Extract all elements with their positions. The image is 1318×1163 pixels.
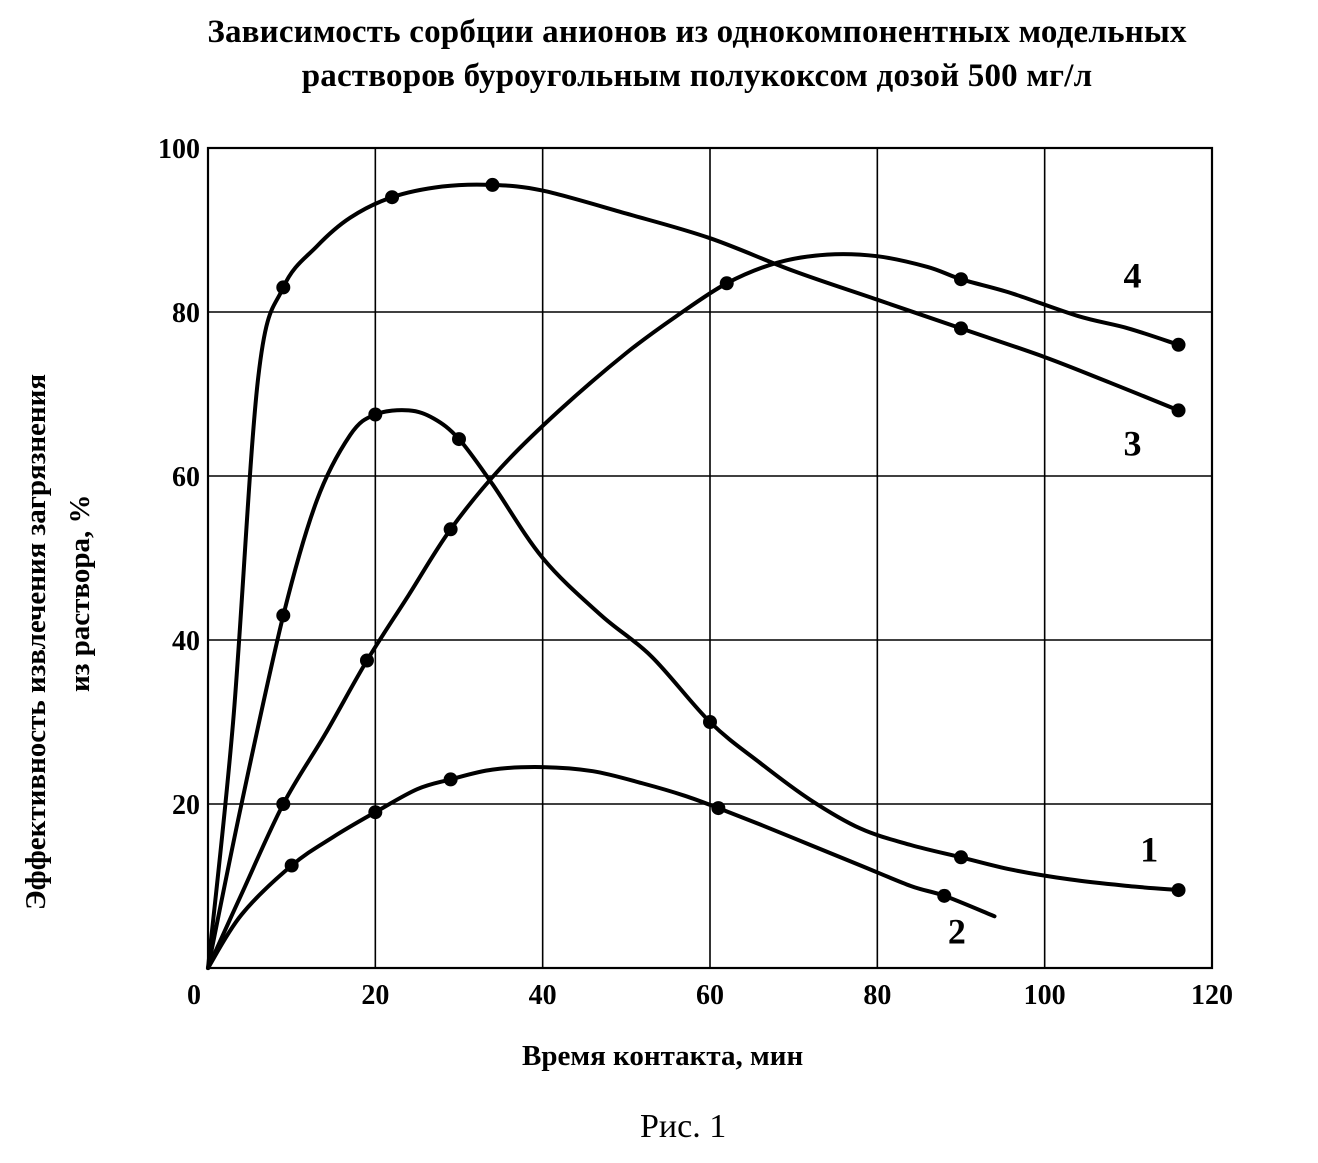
series-line-2 <box>208 767 995 968</box>
data-point-series-4 <box>720 276 734 290</box>
x-tick-label: 100 <box>1023 980 1066 1011</box>
x-tick-label: 40 <box>528 980 557 1011</box>
data-point-series-4 <box>1172 338 1186 352</box>
x-axis-label: Время контакта, мин <box>522 1040 804 1072</box>
data-point-series-1 <box>276 608 290 622</box>
series-label-3: 3 <box>1123 423 1142 464</box>
data-point-series-3 <box>1172 403 1186 417</box>
y-tick-label: 20 <box>172 790 200 821</box>
x-tick-label: 120 <box>1191 980 1233 1011</box>
data-point-series-2 <box>368 805 382 819</box>
data-point-series-3 <box>485 178 499 192</box>
data-point-series-2 <box>285 859 299 873</box>
data-point-series-1 <box>1172 883 1186 897</box>
data-point-series-1 <box>368 408 382 422</box>
y-tick-label: 40 <box>172 626 200 657</box>
data-point-series-2 <box>937 889 951 903</box>
series-line-1 <box>208 410 1179 968</box>
data-point-series-3 <box>385 190 399 204</box>
y-tick-label: 60 <box>172 462 200 493</box>
data-point-series-4 <box>954 272 968 286</box>
y-axis-label-line2: из раствора, % <box>64 494 96 692</box>
data-point-series-1 <box>703 715 717 729</box>
chart-title: Зависимость сорбции анионов из однокомпонентных модельных <box>207 14 1187 50</box>
chart-subtitle: растворов буроугольным полукоксом дозой 500 мг/л <box>301 58 1093 94</box>
x-tick-label: 20 <box>361 980 390 1011</box>
data-point-series-4 <box>276 797 290 811</box>
y-axis-label-line1: Эффективность извлечения загрязнения <box>20 373 52 910</box>
figure-caption: Рис. 1 <box>640 1108 727 1145</box>
data-point-series-4 <box>360 654 374 668</box>
data-point-series-1 <box>452 432 466 446</box>
series-label-4: 4 <box>1123 255 1142 296</box>
data-point-series-2 <box>444 772 458 786</box>
y-tick-label: 100 <box>158 134 200 165</box>
y-tick-label: 80 <box>172 298 200 329</box>
x-tick-label: 0 <box>187 980 201 1011</box>
data-point-series-2 <box>711 801 725 815</box>
data-point-series-1 <box>954 850 968 864</box>
x-tick-label: 80 <box>863 980 892 1011</box>
series-line-4 <box>208 254 1179 968</box>
data-point-series-3 <box>276 280 290 294</box>
series-label-1: 1 <box>1140 829 1159 870</box>
data-point-series-3 <box>954 321 968 335</box>
data-point-series-4 <box>444 522 458 536</box>
series-label-2: 2 <box>947 911 966 952</box>
x-tick-label: 60 <box>696 980 724 1011</box>
